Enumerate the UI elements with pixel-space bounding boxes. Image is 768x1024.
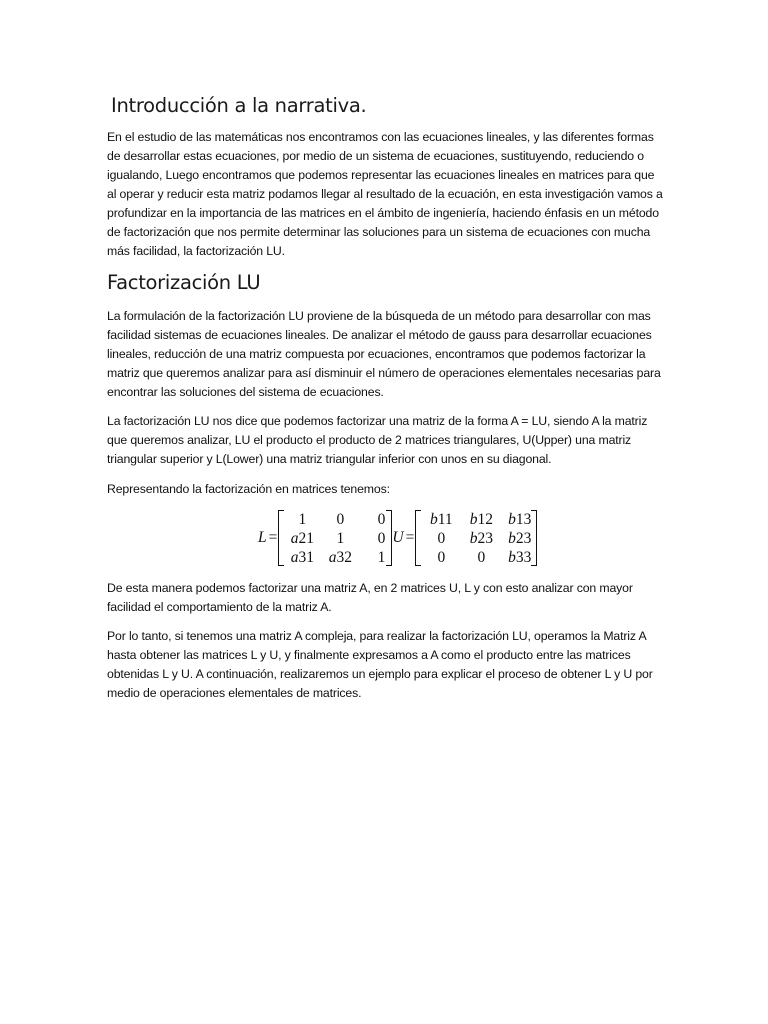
l-matrix-cell: a21	[290, 529, 314, 547]
equals-sign: =	[405, 529, 415, 546]
intro-paragraph: En el estudio de las matemáticas nos encontramos con las ecuaciones lineales, y las diferentes formas de desarrollar estas ecuaciones, por medio de un sistema de ecuaciones, sustituyendo, reduciendo o igualando, Luego encontramos que podemos representar las ecuaciones lineales en matrices para que al operar y reducir esta matriz podamos llegar al resultado de la ecuación, en esta investigación vamos a profundizar en la importancia de las matrices en el ámbito de ingeniería, haciendo énfasis en un método de factorización que nos permite determinar las soluciones para un sistema de ecuaciones con mucha más facilidad, la factorización LU.	[107, 130, 663, 258]
definition-paragraph: La factorización LU nos dice que podemos factorizar una matriz de la forma A = LU, siendo A la matriz que queremos analizar, LU el producto el producto de 2 matrices triangulares, U(Upper) una matriz triangular superior y L(Lower) una matriz triangular inferior con unos en su diagonal.	[107, 414, 648, 466]
u-matrix	[415, 509, 537, 567]
u-matrix-cell: b11	[429, 510, 453, 528]
u-matrix-cell: 0	[437, 548, 446, 566]
u-matrix-cell: b23	[469, 529, 493, 547]
l-matrix-cell: 1	[336, 529, 345, 547]
u-matrix-cell: b12	[469, 510, 493, 528]
l-matrix-cell: 0	[377, 510, 386, 528]
l-matrix	[278, 509, 392, 567]
representation-paragraph: Representando la factorización en matrices tenemos:	[107, 482, 390, 496]
l-matrix-cell: a32	[328, 548, 352, 566]
u-matrix-cell: b33	[508, 548, 532, 566]
u-matrix-cell: b23	[508, 529, 532, 547]
l-symbol: L	[258, 529, 267, 546]
u-matrix-cell: 0	[477, 548, 486, 566]
u-matrix-cell: b13	[508, 510, 532, 528]
procedure-paragraph: Por lo tanto, si tenemos una matriz A compleja, para realizar la factorización LU, operamos la Matriz A hasta obtener las matrices L y U, y finalmente expresamos a A como el producto entre las matrices obtenidas L y U. A continuación, realizaremos un ejemplo para explicar el proceso de obtener L y U por medio de operaciones elementales de matrices.	[107, 629, 653, 700]
lu-heading: Factorización LU	[107, 271, 261, 294]
formulation-paragraph: La formulación de la factorización LU proviene de la búsqueda de un método para desarrollar con mas facilidad sistemas de ecuaciones lineales. De analizar el método de gauss para desarrollar ecuaciones lineales, reducción de una matriz compuesta por ecuaciones, encontramos que podemos factorizar la matriz que queremos analizar para así disminuir el número de operaciones elementales necesarias para encontrar las soluciones del sistema de ecuaciones.	[107, 309, 661, 399]
u-symbol: U	[392, 529, 404, 546]
l-matrix-cell: 1	[377, 548, 386, 566]
l-matrix-cell: 0	[377, 529, 386, 547]
intro-heading: Introducción a la narrativa.	[111, 94, 367, 117]
l-matrix-cell: 1	[298, 510, 307, 528]
u-matrix-cell: 0	[437, 529, 446, 547]
l-matrix-cell: a31	[290, 548, 314, 566]
l-matrix-cell: 0	[336, 510, 345, 528]
equals-sign: =	[268, 529, 278, 546]
lu-matrix-equation	[258, 509, 537, 567]
decomposition-paragraph: De esta manera podemos factorizar una matriz A, en 2 matrices U, L y con esto analizar con mayor facilidad el comportamiento de la matriz A.	[107, 581, 633, 614]
